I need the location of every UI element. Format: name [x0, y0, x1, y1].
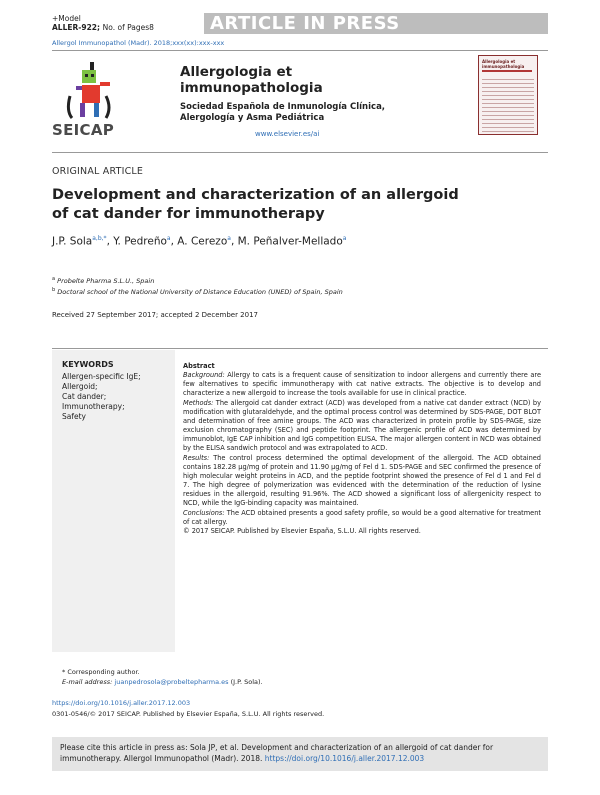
author-affil-ref[interactable]: a: [227, 235, 231, 242]
doi-link[interactable]: https://doi.org/10.1016/j.aller.2017.12.003: [52, 699, 191, 707]
manuscript-model-info: [52, 14, 154, 32]
keyword-item: Safety: [62, 412, 86, 421]
abstract-background: Background: Allergy to cats is a frequent cause of sensitization to indoor allergens and currently there are few alternatives to specific immunotherapy with cat native extracts. The objective is to develop and characterize a new allergoid to increase the tools available for use in clinical practice.: [183, 371, 541, 398]
author-affil-ref[interactable]: a,b,*: [92, 235, 107, 242]
author-name: J.P. Sola: [52, 235, 93, 248]
please-cite-box: [52, 737, 548, 771]
article-title: Development and characterization of an allergoid of cat dander for immunotherapy: [52, 187, 459, 222]
keyword-item: Allergen-specific IgE;: [62, 372, 141, 381]
seicap-logo-text: SEICAP: [52, 121, 115, 139]
cover-title: Allergologia et immunopathologia: [482, 59, 525, 69]
author-list: J.P. Sola$^{a,b,*}$, Y. Pedreño$^a$, A. Cerezo$^a$, M. Peñalver-Mellado$^a$: [52, 235, 347, 248]
abstract-heading: Abstract: [183, 362, 215, 370]
manuscript-code: ALLER-922;: [52, 23, 101, 32]
society-name: Sociedad Española de Inmunología Clínica, Alergología y Asma Pediátrica: [180, 102, 386, 123]
author-affil-ref[interactable]: a: [166, 235, 171, 242]
author-email-link[interactable]: juanpedrosola@probeltepharma.es: [114, 678, 229, 686]
header-divider: [52, 50, 548, 51]
keywords-heading: KEYWORDS: [62, 360, 114, 369]
please-cite-text: Please cite this article in press as: Sola JP, et al. Development and characterization of an allergoid of cat dander for immunotherapy. Allergol Immunopathol (Madr). 2018.: [60, 743, 494, 763]
keywords-list: [62, 372, 141, 422]
footer-copyright: 0301-0546/© 2017 SEICAP. Published by Elsevier España, S.L.U. All rights reserved.: [52, 710, 325, 718]
page-count: No. of Pages8: [102, 23, 154, 32]
journal-cover-thumbnail: [478, 55, 538, 135]
abstract-conclusions: Conclusions: The ACD obtained presents a good safety profile, so would be a good alternative for treatment of cat allergy.: [183, 508, 541, 526]
author-name: A. Cerezo: [177, 235, 228, 248]
model-label: +Model: [52, 14, 81, 23]
abstract-results: Results: The control process determined the optimal development of the allergoid. The ACD obtained contains 182.28 μg/mg of protein and 11.90 μg/mg of Fel d 1. SDS-PAGE and SEC confirmed the presence of high molecular weight proteins in ACD, and the peptide footprint showed the presence of Fel d 1 and Fel d 7. The high degree of polymerization was evidenced with the determination of the reduction of lysine residues in the allergoid, resulting 91.96%. The ACD showed a significant loss of allergenicity respect to NCD, while the IgG-binding capacity was maintained.: [183, 453, 541, 508]
abstract-divider: [52, 348, 548, 349]
journal-url[interactable]: www.elsevier.es/ai: [255, 130, 320, 138]
masthead-divider: [52, 152, 548, 153]
please-cite-doi-link[interactable]: https://doi.org/10.1016/j.aller.2017.12.003: [264, 754, 425, 763]
journal-citation[interactable]: Allergol Immunopathol (Madr). 2018;xxx(xx):xxx-xxx: [52, 39, 225, 47]
corresponding-author-note: * Corresponding author. E-mail address: juanpedrosola@probeltepharma.es (J.P. Sola).: [62, 668, 263, 686]
article-type: ORIGINAL ARTICLE: [52, 166, 144, 177]
abstract: [183, 362, 541, 536]
abstract-methods: Methods: The allergoid cat dander extract (ACD) was developed from a native cat dander extract (NCD) by modification with glutaraldehyde, and the optimal process control was determined by SDS-PAGE, DOT BLOT and determination of free amine groups. The ACD was characterized in protein profile by SDS-PAGE, size exclusion chromatography (SEC) and peptide footprint. The allergenic profile of ACD was determined by immunoblot, IgE CAP inhibition and IgG competition ELISA. The major allergen content in NCD was obtained by the ELISA sandwich protocol and was extrapolated to ACD.: [183, 398, 541, 453]
journal-title: Allergologia et immunopathologia: [180, 64, 323, 96]
affiliation: $^b$ Doctoral school of the National University of Distance Education (UNED) of Spain, Spain: [52, 287, 343, 297]
affiliation: $^a$ Probelte Pharma S.L.U., Spain: [52, 276, 155, 286]
keyword-item: Immunotherapy;: [62, 402, 125, 411]
keyword-item: Allergoid;: [62, 382, 98, 391]
logo-body: [82, 85, 100, 103]
article-in-press-banner: ARTICLE IN PRESS: [204, 13, 548, 34]
author-name: Y. Pedreño: [113, 235, 167, 248]
author-name: M. Peñalver-Mellado: [237, 235, 343, 248]
author-affil-ref[interactable]: a: [342, 235, 347, 242]
received-dates: Received 27 September 2017; accepted 2 December 2017: [52, 311, 258, 319]
keyword-item: Cat dander;: [62, 392, 107, 401]
abstract-copyright: © 2017 SEICAP. Published by Elsevier España, S.L.U. All rights reserved.: [183, 526, 421, 535]
